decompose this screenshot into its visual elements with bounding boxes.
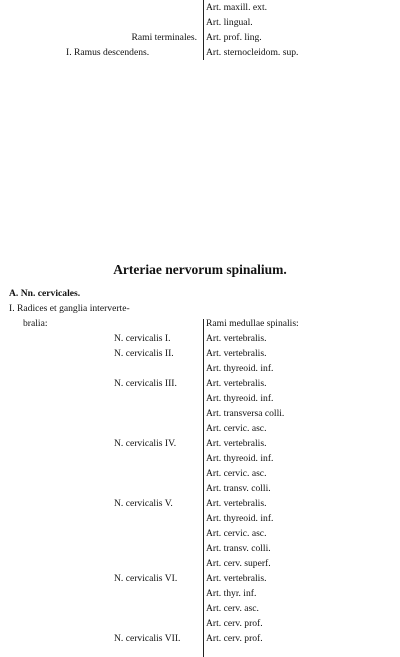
table-row: [0, 15, 400, 30]
table-row: [0, 496, 400, 511]
table-row: [0, 316, 400, 331]
table-row: [0, 616, 400, 631]
table-row: [0, 601, 400, 616]
right-cell: Art. cerv. superf.: [206, 558, 271, 569]
table-row: [0, 541, 400, 556]
left-cell: N. cervicalis VII.: [114, 633, 181, 644]
table-row: [0, 406, 400, 421]
left-cell: bralia:: [23, 318, 48, 329]
table-row: [0, 556, 400, 571]
right-cell: Art. vertebralis.: [206, 498, 267, 509]
left-cell: N. cervicalis III.: [114, 378, 177, 389]
right-cell: Art. vertebralis.: [206, 378, 267, 389]
table-row: [0, 391, 400, 406]
right-cell: Art. vertebralis.: [206, 348, 267, 359]
right-cell: Art. transv. colli.: [206, 483, 271, 494]
section-heading: A. Nn. cervicales.: [9, 288, 81, 299]
right-cell: Art. thyr. inf.: [206, 588, 257, 599]
right-cell: Art. thyreoid. inf.: [206, 453, 274, 464]
page-title: Arteriae nervorum spinalium.: [113, 262, 287, 277]
right-cell: Art. cerv. prof.: [206, 633, 263, 644]
right-cell: Art. cerv. prof.: [206, 618, 263, 629]
right-cell: Art. vertebralis.: [206, 333, 267, 344]
table-row: [0, 436, 400, 451]
table-row: [0, 0, 400, 15]
right-cell: Art. maxill. ext.: [206, 2, 268, 13]
table-row: [0, 421, 400, 436]
left-cell: N. cervicalis II.: [114, 348, 174, 359]
right-cell: Art. lingual.: [206, 17, 253, 28]
left-cell: I. Radices et ganglia interverte-: [9, 303, 130, 314]
table-row: [0, 586, 400, 601]
right-cell: Art. thyreoid. inf.: [206, 363, 274, 374]
table-row: [0, 631, 400, 646]
right-cell: Art. sternocleidom. sup.: [206, 47, 299, 58]
right-cell: Art. thyreoid. inf.: [206, 393, 274, 404]
table-row: [0, 361, 400, 376]
table-row: [0, 301, 400, 316]
table-row: [0, 526, 400, 541]
table-row: [0, 511, 400, 526]
right-cell: Art. cerv. asc.: [206, 603, 259, 614]
table-row: [0, 346, 400, 361]
left-cell: Rami terminales.: [131, 32, 197, 43]
right-cell: Art. cervic. asc.: [206, 468, 267, 479]
right-cell: Art. cervic. asc.: [206, 423, 267, 434]
table-row: [0, 30, 400, 45]
table-row: [0, 45, 400, 60]
left-cell: N. cervicalis VI.: [114, 573, 178, 584]
table-row: [0, 466, 400, 481]
section-heading-row: [0, 286, 400, 301]
right-cell: Art. transversa colli.: [206, 408, 285, 419]
right-cell: Art. thyreoid. inf.: [206, 513, 274, 524]
left-cell: I. Ramus descendens.: [66, 47, 150, 58]
table-row: [0, 451, 400, 466]
table-row: [0, 331, 400, 346]
table-row: [0, 481, 400, 496]
left-cell: N. cervicalis I.: [114, 333, 171, 344]
right-cell: Art. vertebralis.: [206, 573, 267, 584]
left-cell: N. cervicalis V.: [114, 498, 173, 509]
table-row: [0, 571, 400, 586]
column-heading: Rami medullae spinalis:: [206, 318, 299, 329]
left-cell: N. cervicalis IV.: [114, 438, 177, 449]
right-cell: Art. transv. colli.: [206, 543, 271, 554]
right-cell: Art. vertebralis.: [206, 438, 267, 449]
right-cell: Art. prof. ling.: [206, 32, 262, 43]
right-cell: Art. cervic. asc.: [206, 528, 267, 539]
table-row: [0, 376, 400, 391]
